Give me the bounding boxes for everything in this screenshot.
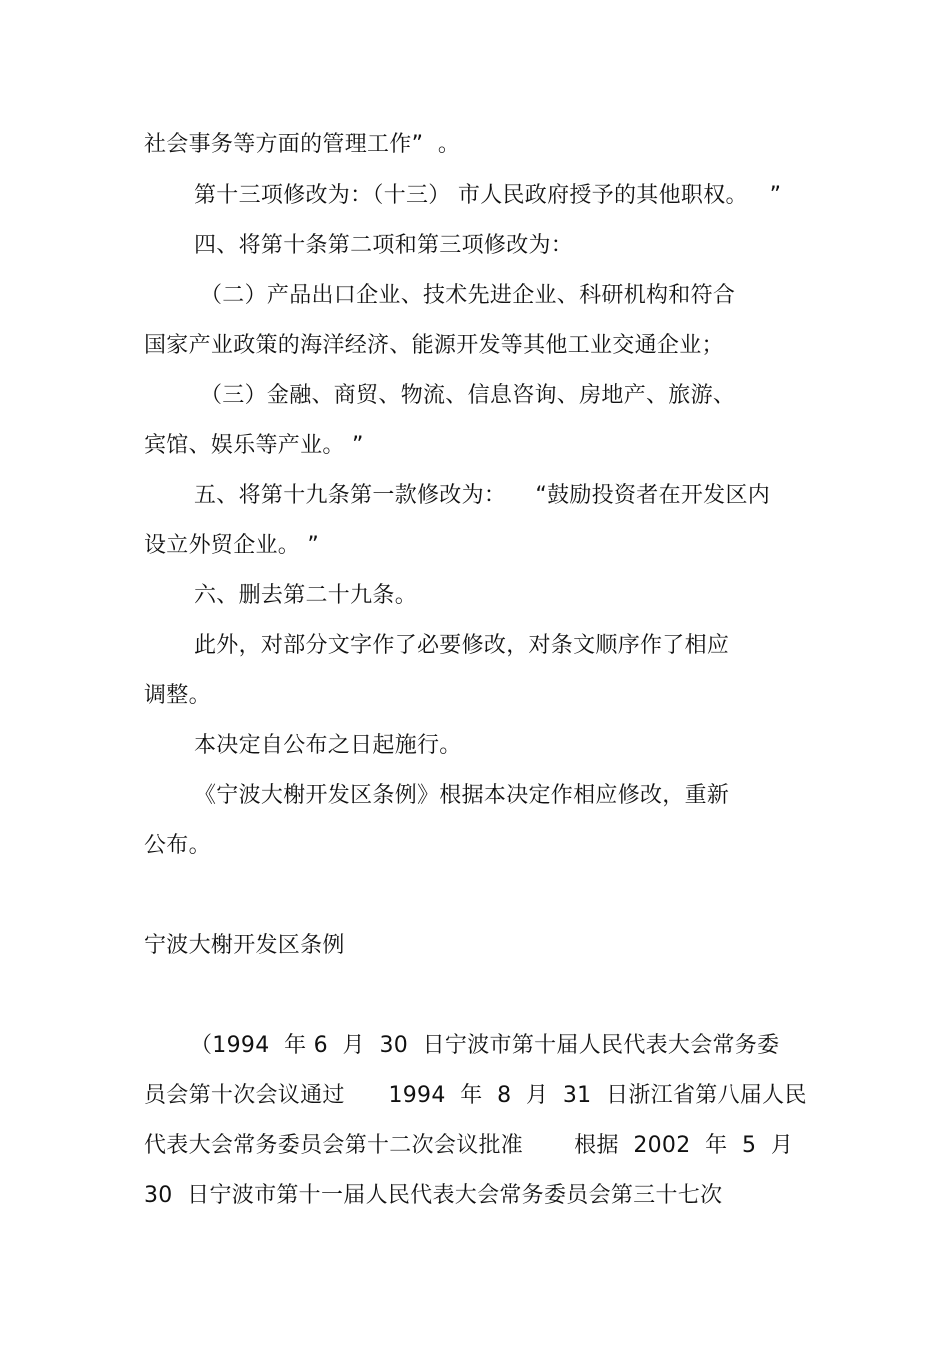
- section-title: 宁波大榭开发区条例: [144, 933, 345, 958]
- text-line: 社会事务等方面的管理工作” 。: [144, 132, 461, 157]
- text-line: （二）产品出口企业、技术先进企业、科研机构和符合: [200, 283, 736, 308]
- text-line: 国家产业政策的海洋经济、能源开发等其他工业交通企业；: [144, 333, 724, 358]
- text-line: （1994 年 6 月 30 日宁波市第十届人民代表大会常务委: [190, 1033, 780, 1058]
- text-line: 此外，对部分文字作了必要修改，对条文顺序作了相应: [194, 633, 730, 658]
- text-line: 设立外贸企业。 ”: [144, 533, 320, 558]
- text-line: 公布。: [144, 833, 211, 858]
- text-line: 本决定自公布之日起施行。: [194, 733, 462, 758]
- text-line: 调整。: [144, 683, 211, 708]
- text-line: 员会第十次会议通过 1994 年 8 月 31 日浙江省第八届人民: [144, 1083, 807, 1108]
- text-line: 第十三项修改为：（十三） 市人民政府授予的其他职权。 ”: [194, 183, 782, 208]
- text-line: 30 日宁波市第十一届人民代表大会常务委员会第三十七次: [144, 1183, 723, 1208]
- text-line: 宾馆、娱乐等产业。 ”: [144, 433, 364, 458]
- text-line: （三）金融、商贸、物流、信息咨询、房地产、旅游、: [200, 383, 736, 408]
- text-line: 《宁波大榭开发区条例》根据本决定作相应修改，重新: [194, 783, 730, 808]
- text-line: 五、将第十九条第一款修改为： “鼓励投资者在开发区内: [194, 483, 771, 508]
- text-line: 六、删去第二十九条。: [194, 583, 418, 608]
- text-line: 四、将第十条第二项和第三项修改为：: [194, 233, 574, 258]
- text-line: 代表大会常务委员会第十二次会议批准 根据 2002 年 5 月: [144, 1133, 794, 1158]
